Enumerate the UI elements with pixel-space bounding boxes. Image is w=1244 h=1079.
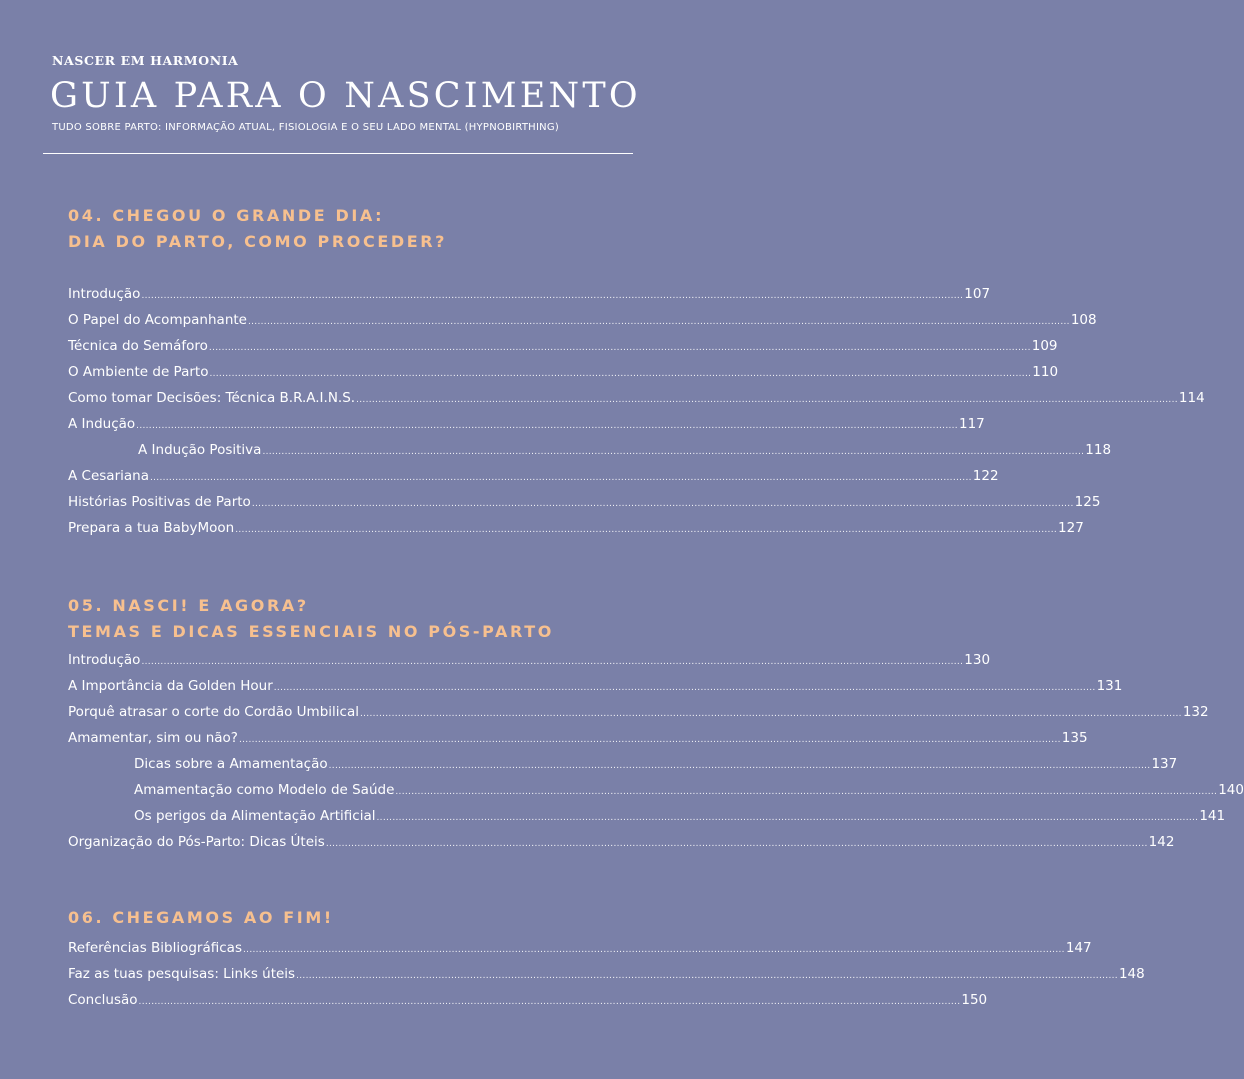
toc-entry-label: Referências Bibliográficas — [68, 940, 242, 956]
section-heading-line: TEMAS E DICAS ESSENCIAIS NO PÓS-PARTO — [68, 622, 554, 641]
toc-entry-label: Introdução — [68, 652, 141, 668]
toc-entry[interactable] — [68, 307, 1097, 333]
toc-leader-dots: .................................................................................................................................................................................................................................................................... — [243, 945, 1065, 955]
toc-subentry[interactable] — [68, 437, 1112, 463]
toc-entry[interactable] — [68, 333, 1058, 359]
section-04-heading — [68, 203, 447, 255]
toc-entry[interactable] — [68, 987, 988, 1013]
toc-entry[interactable] — [68, 489, 1101, 515]
section-heading-line: 05. NASCI! E AGORA? — [68, 596, 309, 615]
toc-entry-label: Amamentar, sim ou não? — [68, 730, 238, 746]
toc-entry-page: 107 — [964, 286, 991, 302]
toc-entry-page: 110 — [1032, 364, 1059, 380]
header-divider — [43, 153, 633, 154]
brand-name: NASCER EM HARMONIA — [52, 53, 239, 68]
toc-entry-label: Faz as tuas pesquisas: Links úteis — [68, 966, 296, 982]
toc-entry[interactable] — [68, 281, 991, 307]
toc-leader-dots: .................................................................................................................................................................................................................................................................... — [296, 971, 1118, 981]
toc-entry-label: Amamentação como Modelo de Saúde — [134, 782, 395, 798]
toc-entry-label: Introdução — [68, 286, 141, 302]
toc-entry-page: 135 — [1061, 730, 1088, 746]
toc-entry-page: 150 — [961, 992, 988, 1008]
toc-leader-dots: .................................................................................................................................................................................................................................................................... — [262, 447, 1085, 457]
toc-entry-label: Conclusão — [68, 992, 138, 1008]
toc-leader-dots: .................................................................................................................................................................................................................................................................... — [376, 813, 1199, 823]
toc-leader-dots: .................................................................................................................................................................................................................................................................... — [141, 657, 964, 667]
document-subtitle: TUDO SOBRE PARTO: INFORMAÇÃO ATUAL, FISIOLOGIA E O SEU LADO MENTAL (HYPNOBIRTHING) — [52, 122, 560, 133]
section-04-toc — [68, 281, 1205, 541]
section-05-heading — [68, 593, 554, 645]
toc-entry-page: 125 — [1074, 494, 1101, 510]
toc-entry[interactable] — [68, 961, 1145, 987]
section-heading-line: 04. CHEGOU O GRANDE DIA: — [68, 206, 385, 225]
toc-entry-label: A Cesariana — [68, 468, 149, 484]
toc-leader-dots: .................................................................................................................................................................................................................................................................... — [328, 761, 1151, 771]
document-title: GUIA PARA O NASCIMENTO — [50, 76, 641, 116]
toc-entry-page: 127 — [1058, 520, 1084, 536]
toc-entry-page: 118 — [1085, 442, 1112, 458]
toc-leader-dots: .................................................................................................................................................................................................................................................................... — [251, 499, 1074, 509]
toc-leader-dots: .................................................................................................................................................................................................................................................................... — [395, 787, 1218, 797]
toc-leader-dots: .................................................................................................................................................................................................................................................................... — [149, 473, 972, 483]
toc-entry-page: 141 — [1199, 808, 1226, 824]
toc-entry-page: 148 — [1118, 966, 1145, 982]
toc-leader-dots: .................................................................................................................................................................................................................................................................... — [273, 683, 1096, 693]
toc-entry[interactable] — [68, 515, 1084, 541]
toc-entry-label: A Indução — [68, 416, 136, 432]
toc-leader-dots: .................................................................................................................................................................................................................................................................... — [235, 525, 1058, 535]
toc-entry[interactable] — [68, 647, 991, 673]
toc-entry[interactable] — [68, 829, 1175, 855]
toc-entry-page: 137 — [1151, 756, 1178, 772]
toc-leader-dots: .................................................................................................................................................................................................................................................................... — [247, 317, 1070, 327]
toc-entry-page: 117 — [958, 416, 985, 432]
toc-entry-page: 132 — [1182, 704, 1209, 720]
toc-entry[interactable] — [68, 935, 1092, 961]
toc-entry[interactable] — [68, 699, 1209, 725]
toc-entry-label: Como tomar Decisões: Técnica B.R.A.I.N.S. — [68, 390, 356, 406]
toc-leader-dots: .................................................................................................................................................................................................................................................................... — [136, 421, 958, 431]
toc-entry-page: 131 — [1096, 678, 1123, 694]
toc-entry-label: Histórias Positivas de Parto — [68, 494, 251, 510]
toc-entry[interactable] — [68, 411, 985, 437]
toc-leader-dots: .................................................................................................................................................................................................................................................................... — [208, 343, 1031, 353]
section-05-toc — [68, 647, 1244, 855]
toc-leader-dots: .................................................................................................................................................................................................................................................................... — [356, 395, 1178, 405]
toc-entry[interactable] — [68, 359, 1059, 385]
toc-subentry[interactable] — [68, 751, 1178, 777]
toc-leader-dots: .................................................................................................................................................................................................................................................................... — [359, 709, 1182, 719]
toc-entry-label: A Indução Positiva — [138, 442, 262, 458]
toc-leader-dots: .................................................................................................................................................................................................................................................................... — [138, 997, 961, 1007]
toc-entry-page: 122 — [972, 468, 999, 484]
toc-leader-dots: .................................................................................................................................................................................................................................................................... — [325, 839, 1148, 849]
toc-entry-label: Técnica do Semáforo — [68, 338, 208, 354]
toc-entry-label: Porquê atrasar o corte do Cordão Umbilical — [68, 704, 359, 720]
toc-subentry[interactable] — [68, 803, 1226, 829]
toc-leader-dots: .................................................................................................................................................................................................................................................................... — [141, 291, 964, 301]
toc-entry-label: O Papel do Acompanhante — [68, 312, 247, 328]
toc-entry[interactable] — [68, 673, 1123, 699]
toc-entry-page: 140 — [1218, 782, 1244, 798]
toc-entry-label: Dicas sobre a Amamentação — [134, 756, 328, 772]
toc-entry-label: O Ambiente de Parto — [68, 364, 209, 380]
section-heading-line: 06. CHEGAMOS AO FIM! — [68, 908, 334, 927]
toc-entry-label: A Importância da Golden Hour — [68, 678, 273, 694]
toc-entry-page: 147 — [1065, 940, 1092, 956]
toc-entry-page: 114 — [1178, 390, 1205, 406]
toc-entry-page: 130 — [964, 652, 991, 668]
toc-entry[interactable] — [68, 385, 1205, 411]
toc-entry-label: Prepara a tua BabyMoon — [68, 520, 235, 536]
toc-leader-dots: .................................................................................................................................................................................................................................................................... — [238, 735, 1061, 745]
toc-entry-label: Os perigos da Alimentação Artificial — [134, 808, 376, 824]
toc-entry-page: 108 — [1070, 312, 1097, 328]
section-06-heading — [68, 905, 334, 931]
toc-entry-page: 142 — [1148, 834, 1175, 850]
toc-subentry[interactable] — [68, 777, 1244, 803]
toc-entry-label: Organização do Pós-Parto: Dicas Úteis — [68, 834, 325, 850]
toc-entry[interactable] — [68, 725, 1088, 751]
section-heading-line: DIA DO PARTO, COMO PROCEDER? — [68, 232, 448, 251]
section-06-toc — [68, 935, 1145, 1013]
toc-leader-dots: .................................................................................................................................................................................................................................................................... — [209, 369, 1032, 379]
toc-entry-page: 109 — [1031, 338, 1058, 354]
toc-entry[interactable] — [68, 463, 999, 489]
